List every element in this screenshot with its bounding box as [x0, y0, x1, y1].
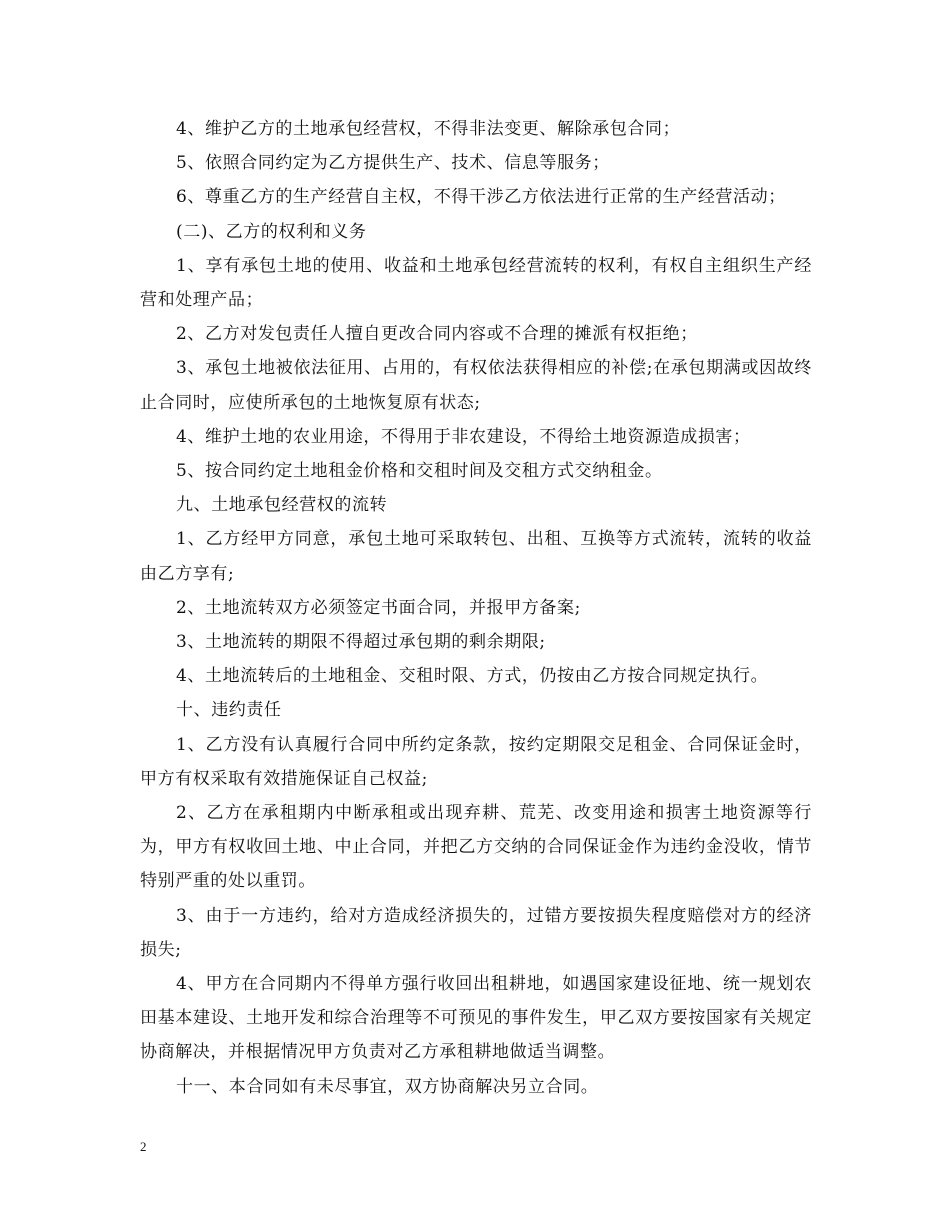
paragraph: 5、按合同约定土地租金价格和交租时间及交租方式交纳租金。 — [176, 461, 663, 482]
paragraph: 3、土地流转的期限不得超过承包期的剩余期限; — [176, 632, 546, 653]
paragraph: 2、土地流转双方必须签定书面合同，并报甲方备案; — [176, 597, 581, 618]
document-body — [140, 112, 812, 1104]
paragraph: 1、乙方没有认真履行合同中所约定条款，按约定期限交足租金、合同保证金时，甲方有权采取有效措施保证自己权益; — [140, 734, 812, 789]
paragraph: 5、依照合同约定为乙方提供生产、技术、信息等服务； — [176, 153, 610, 174]
page-number: 2 — [140, 1139, 147, 1154]
paragraph: 3、承包土地被依法征用、占用的，有权依法获得相应的补偿;在承包期满或因故终止合同时，应使所承包的土地恢复原有状态; — [140, 358, 812, 413]
section-heading: 九、土地承包经营权的流转 — [176, 495, 388, 516]
paragraph: 4、土地流转后的土地租金、交租时限、方式，仍按由乙方按合同规定执行。 — [176, 666, 769, 687]
paragraph: 4、维护土地的农业用途，不得用于非农建设，不得给土地资源造成损害； — [176, 426, 751, 447]
paragraph: 4、甲方在合同期内不得单方强行收回出租耕地，如遇国家建设征地、统一规划农田基本建设、土地开发和综合治理等不可预见的事件发生，甲乙双方要按国家有关规定协商解决，并根据情况甲方负责对乙方承租耕地做适当调整。 — [140, 974, 812, 1063]
section-heading: 十、违约责任 — [176, 700, 282, 721]
paragraph: 2、乙方在承租期内中断承租或出现弃耕、荒芜、改变用途和损害土地资源等行为，甲方有权收回土地、中止合同，并把乙方交纳的合同保证金作为违约金没收，情节特别严重的处以重罚。 — [140, 803, 812, 892]
paragraph: 6、尊重乙方的生产经营自主权，不得干涉乙方依法进行正常的生产经营活动； — [176, 187, 786, 208]
paragraph: 1、享有承包土地的使用、收益和土地承包经营流转的权利，有权自主组织生产经营和处理产品； — [140, 255, 812, 311]
paragraph: 3、由于一方违约，给对方造成经济损失的，过错方要按损失程度赔偿对方的经济损失; — [140, 905, 812, 960]
section-heading: (二)、乙方的权利和义务 — [176, 221, 367, 242]
paragraph: 1、乙方经甲方同意，承包土地可采取转包、出租、互换等方式流转，流转的收益由乙方享有; — [140, 529, 812, 584]
paragraph: 4、维护乙方的土地承包经营权，不得非法变更、解除承包合同； — [176, 119, 681, 139]
paragraph: 2、乙方对发包责任人擅自更改合同内容或不合理的摊派有权拒绝； — [176, 324, 698, 345]
paragraph: 十一、本合同如有未尽事宜，双方协商解决另立合同。 — [176, 1076, 599, 1097]
